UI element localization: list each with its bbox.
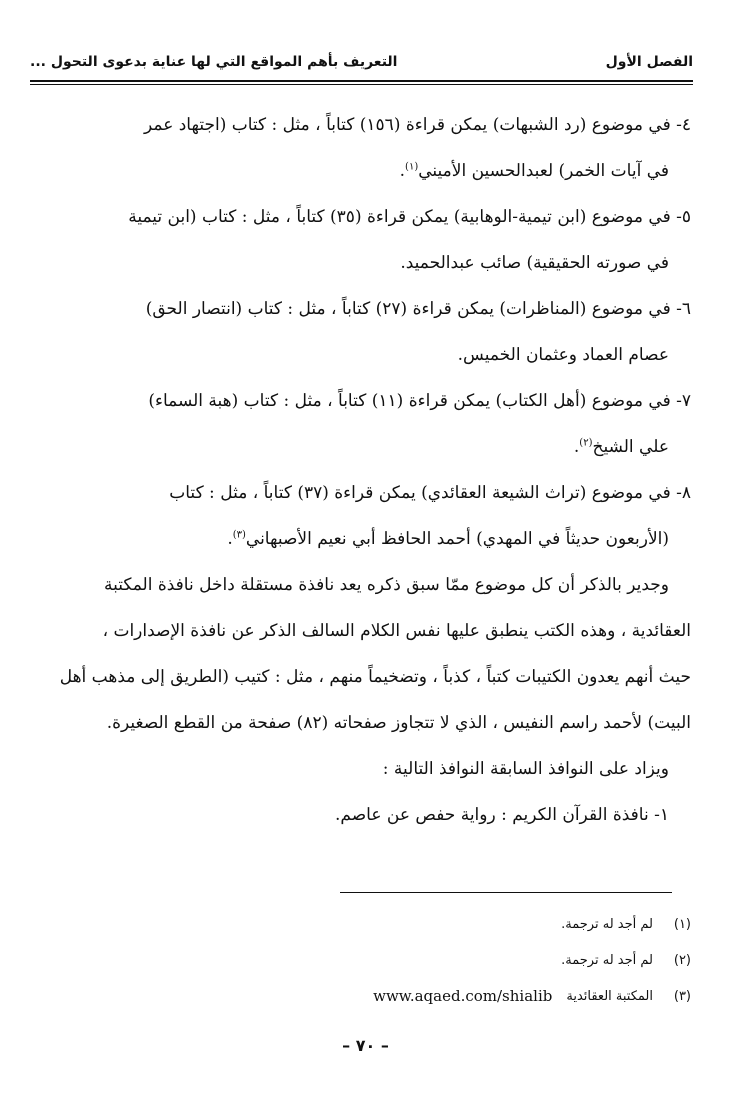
footnote-text: لم أجد له ترجمة. bbox=[561, 952, 653, 968]
item-line: ٤- في موضوع (رد الشبهات) يمكن قراءة (١٥٦) كتاباً ، مثل : كتاب (اجتهاد عمر bbox=[143, 115, 691, 135]
list-item: ٨- في موضوع (تراث الشيعة العقائدي) يمكن قراءة (٣٧) كتاباً ، مثل : كتاب (الأربعون حديثاً في المهدي) أحمد الحافظ أبي نعيم الأصبهاني$^{(٣)}$. bbox=[36, 470, 691, 562]
footnote-number: (٣) bbox=[673, 988, 691, 1004]
paragraph-line: العقائدية ، وهذه الكتب ينطبق عليها نفس الكلام السالف الذكر عن نافذة الإصدارات ، bbox=[102, 621, 691, 641]
footnote bbox=[300, 978, 691, 1014]
item-line: علي الشيخ bbox=[592, 437, 669, 457]
footnote-text: المكتبة العقائدية bbox=[566, 988, 653, 1004]
numbered-item: ١- نافذة القرآن الكريم : رواية حفص عن عاصم. bbox=[335, 805, 669, 825]
header-rule bbox=[30, 80, 693, 85]
item-line: في آيات الخمر) لعبدالحسين الأميني bbox=[418, 161, 669, 181]
page-number: – ٧٠ – bbox=[342, 1036, 389, 1055]
footnotes bbox=[300, 906, 691, 1014]
item-line: ٧- في موضوع (أهل الكتاب) يمكن قراءة (١١) كتاباً ، مثل : كتاب (هبة السماء) bbox=[148, 391, 691, 411]
list-item bbox=[36, 194, 691, 286]
footnote-number: (١) bbox=[673, 916, 691, 932]
paragraph-line: البيت) لأحمد راسم النفيس ، الذي لا تتجاوز صفحاته (٨٢) صفحة من القطع الصغيرة. bbox=[106, 713, 691, 733]
footnote-marker: (٣) bbox=[232, 529, 246, 541]
paragraph-line: حيث أنهم يعدون الكتيبات كتباً ، كذباً ، وتضخيماً منهم ، مثل : كتيب (الطريق إلى مذهب أهل bbox=[59, 667, 691, 687]
footnote-url[interactable]: www.aqaed.com/shialib bbox=[373, 987, 553, 1005]
footnote-marker: (٢) bbox=[579, 437, 593, 449]
item-line: في صورته الحقيقية) صائب عبدالحميد. bbox=[400, 253, 669, 273]
item-line: ٦- في موضوع (المناظرات) يمكن قراءة (٢٧) كتاباً ، مثل : كتاب (انتصار الحق) bbox=[145, 299, 691, 319]
running-header bbox=[30, 46, 693, 78]
footnote-number: (٢) bbox=[673, 952, 691, 968]
footnote bbox=[300, 942, 691, 978]
footnote bbox=[300, 906, 691, 942]
header-title: التعريف بأهم المواقع التي لها عناية بدعوى التحول ... bbox=[30, 54, 398, 70]
item-line: (الأربعون حديثاً في المهدي) أحمد الحافظ أبي نعيم الأصبهاني bbox=[245, 529, 669, 549]
paragraph-line: وجدير بالذكر أن كل موضوع ممّا سبق ذكره يعد نافذة مستقلة داخل نافذة المكتبة bbox=[103, 575, 669, 595]
footnote-text: لم أجد له ترجمة. bbox=[561, 916, 653, 932]
item-line: ٨- في موضوع (تراث الشيعة العقائدي) يمكن قراءة (٣٧) كتاباً ، مثل : كتاب bbox=[169, 483, 691, 503]
list-item: ٤- في موضوع (رد الشبهات) يمكن قراءة (١٥٦) كتاباً ، مثل : كتاب (اجتهاد عمر في آيات الخمر) لعبدالحسين الأميني$^{(١)}$. bbox=[36, 102, 691, 194]
item-line: ٥- في موضوع (ابن تيمية-الوهابية) يمكن قراءة (٣٥) كتاباً ، مثل : كتاب (ابن تيمية bbox=[128, 207, 691, 227]
header-chapter: الفصل الأول bbox=[605, 54, 693, 70]
paragraph bbox=[36, 562, 691, 608]
footnote-rule bbox=[340, 892, 672, 893]
footnote-marker: (١) bbox=[405, 161, 419, 173]
intro-line: ويزاد على النوافذ السابقة النوافذ التالية : bbox=[382, 759, 669, 779]
item-line: عصام العماد وعثمان الخميس. bbox=[457, 345, 669, 365]
list-item bbox=[36, 286, 691, 378]
list-item: ٧- في موضوع (أهل الكتاب) يمكن قراءة (١١) كتاباً ، مثل : كتاب (هبة السماء) علي الشيخ$^{(٢)}$. bbox=[36, 378, 691, 470]
body-text bbox=[36, 102, 691, 838]
